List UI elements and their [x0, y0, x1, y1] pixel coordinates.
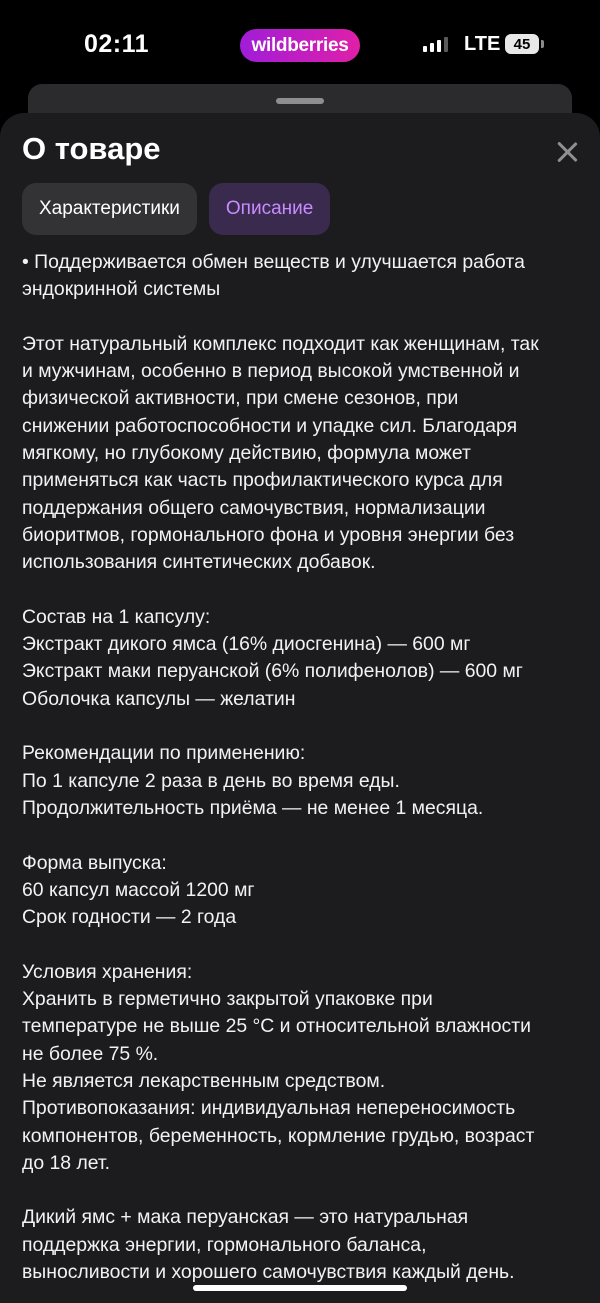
- battery-icon: 45: [505, 34, 539, 54]
- sheet-grabber-handle[interactable]: [276, 98, 324, 104]
- description-paragraph: Условия хранения: Хранить в герметично закрытой упаковке при температуре не выше 25 °С и относительной влажности не более 75 %. Не является лекарственным средством. Противопоказания: индивидуальная непереносимость компонентов, беременность, кормление грудью, возраст до 18 лет.: [22, 960, 535, 1174]
- description-paragraph: Форма выпуска: 60 капсул массой 1200 мг Срок годности — 2 года: [22, 851, 255, 929]
- product-info-sheet: [0, 113, 600, 1303]
- cellular-signal-icon: [423, 36, 448, 52]
- home-indicator[interactable]: [193, 1285, 407, 1291]
- description-paragraph: Этот натуральный комплекс подходит как женщинам, так и мужчинам, особенно в период высокой умственной и физической активности, при смене сезонов, при снижении работоспособности и упадке сил. Благодаря мягкому, но глубокому действию, формула может применяться как часть профилактического курса для поддержания общего самочувствия, нормализации биоритмов, гормонального фона и уровня энергии без использования синтетических добавок.: [22, 332, 539, 574]
- wildberries-logo: wildberries: [240, 29, 360, 62]
- tab-characteristics[interactable]: Характеристики: [22, 183, 197, 235]
- status-time: 02:11: [84, 30, 150, 58]
- tab-description[interactable]: Описание: [209, 183, 330, 235]
- battery-tip: [541, 40, 544, 48]
- tab-bar: [22, 183, 330, 235]
- network-type: LTE: [464, 33, 501, 55]
- description-paragraph: Рекомендации по применению: По 1 капсуле 2 раза в день во время еды. Продолжительность приёма — не менее 1 месяца.: [22, 742, 484, 819]
- close-icon[interactable]: [552, 137, 582, 167]
- description-paragraph: • Поддерживается обмен веществ и улучшается работа эндокринной системы: [22, 251, 525, 301]
- status-bar: [0, 0, 600, 90]
- description-text: [22, 249, 587, 1286]
- description-paragraph: Дикий ямс + мака перуанская — это натуральная поддержка энергии, гормонального баланса, выносливости и хорошего самочувствия каждый день.: [22, 1206, 515, 1283]
- description-paragraph: Состав на 1 капсулу: Экстракт дикого ямса (16% диосгенина) — 600 мг Экстракт маки перуанской (6% полифенолов) — 600 мг Оболочка капсулы — желатин: [22, 605, 523, 710]
- sheet-title: О товаре: [22, 131, 161, 166]
